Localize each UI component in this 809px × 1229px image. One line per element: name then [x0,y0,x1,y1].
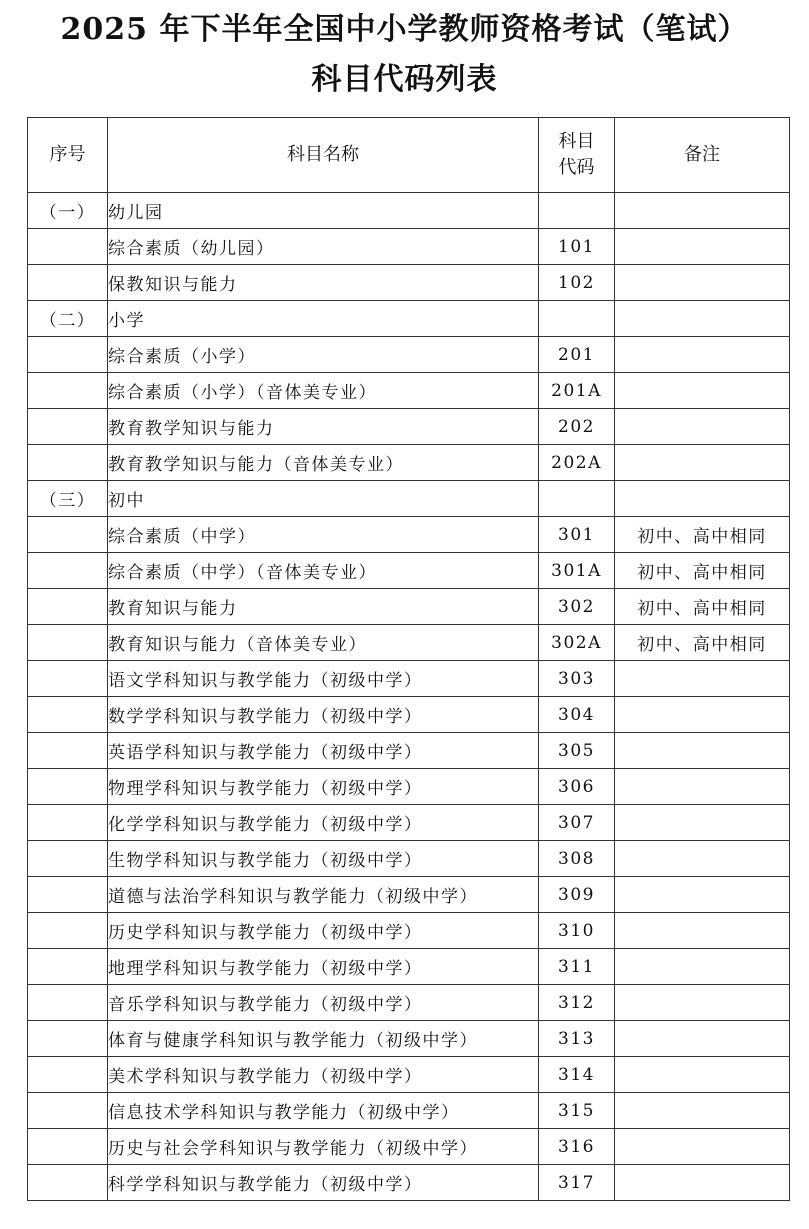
subject-name-cell: 美术学科知识与教学能力（初级中学） [108,1057,539,1093]
subject-code-cell: 302A [539,625,615,661]
subject-code-cell: 317 [539,1165,615,1201]
seq-cell [28,1021,108,1057]
seq-cell [28,1165,108,1201]
table-row [28,265,790,301]
subject-name-cell: 教育知识与能力（音体美专业） [108,625,539,661]
seq-cell [28,517,108,553]
seq-cell [28,229,108,265]
subject-name-cell: 数学学科知识与教学能力（初级中学） [108,697,539,733]
seq-cell [28,841,108,877]
subject-name-cell: 教育教学知识与能力（音体美专业） [108,445,539,481]
subject-code-cell: 315 [539,1093,615,1129]
subject-name-cell: 信息技术学科知识与教学能力（初级中学） [108,1093,539,1129]
subject-code-cell: 310 [539,913,615,949]
note-cell [615,841,790,877]
subject-code-cell: 314 [539,1057,615,1093]
header-subject-code [539,118,615,193]
table-row [28,949,790,985]
table-row [28,517,790,553]
table-row [28,1021,790,1057]
table-row [28,697,790,733]
note-cell [615,697,790,733]
table-row [28,805,790,841]
subject-name-cell: 地理学科知识与教学能力（初级中学） [108,949,539,985]
note-cell [615,1165,790,1201]
table-row [28,373,790,409]
header-subject-name: 科目名称 [108,118,539,193]
seq-cell [28,373,108,409]
note-cell: 初中、高中相同 [615,589,790,625]
subject-code-cell: 304 [539,697,615,733]
subject-name-cell: 道德与法治学科知识与教学能力（初级中学） [108,877,539,913]
subject-name-cell: 历史学科知识与教学能力（初级中学） [108,913,539,949]
seq-cell [28,733,108,769]
subject-code-cell: 301 [539,517,615,553]
seq-cell [28,553,108,589]
table-row [28,625,790,661]
table-row [28,553,790,589]
note-cell: 初中、高中相同 [615,517,790,553]
seq-cell [28,445,108,481]
subject-name-cell: 综合素质（中学） [108,517,539,553]
note-cell [615,805,790,841]
note-cell [615,985,790,1021]
table-row [28,769,790,805]
note-cell [615,409,790,445]
note-cell [615,1021,790,1057]
note-cell: 初中、高中相同 [615,553,790,589]
subject-code-cell: 312 [539,985,615,1021]
note-cell [615,193,790,229]
subject-name-cell: 初中 [108,481,539,517]
subject-name-cell: 语文学科知识与教学能力（初级中学） [108,661,539,697]
note-cell [615,1129,790,1165]
table-row [28,877,790,913]
subject-name-cell: 综合素质（中学）（音体美专业） [108,553,539,589]
table-row [28,589,790,625]
table-row [28,985,790,1021]
subject-code-cell [539,193,615,229]
seq-cell [28,589,108,625]
document-subtitle: 科目代码列表 [311,62,498,97]
seq-cell: （一） [28,193,108,229]
subject-name-cell: 综合素质（小学）（音体美专业） [108,373,539,409]
header-note: 备注 [615,118,790,193]
note-cell [615,1093,790,1129]
subject-name-cell: 生物学科知识与教学能力（初级中学） [108,841,539,877]
seq-cell [28,1093,108,1129]
table-row [28,1129,790,1165]
note-cell [615,949,790,985]
note-cell [615,877,790,913]
subject-code-cell: 101 [539,229,615,265]
subject-name-cell: 科学学科知识与教学能力（初级中学） [108,1165,539,1201]
table-row [28,193,790,229]
subject-name-cell: 英语学科知识与教学能力（初级中学） [108,733,539,769]
subject-name-cell: 教育教学知识与能力 [108,409,539,445]
note-cell [615,769,790,805]
subject-code-cell: 307 [539,805,615,841]
note-cell [615,301,790,337]
subject-code-cell [539,481,615,517]
seq-cell [28,805,108,841]
subject-code-cell: 201 [539,337,615,373]
table-row [28,913,790,949]
seq-cell [28,697,108,733]
subject-code-cell: 311 [539,949,615,985]
seq-cell: （三） [28,481,108,517]
subject-name-cell: 化学学科知识与教学能力（初级中学） [108,805,539,841]
subject-code-cell: 202 [539,409,615,445]
table-row [28,1165,790,1201]
subject-name-cell: 体育与健康学科知识与教学能力（初级中学） [108,1021,539,1057]
subject-code-cell [539,301,615,337]
seq-cell [28,1129,108,1165]
seq-cell [28,1057,108,1093]
subject-code-cell: 306 [539,769,615,805]
subject-code-cell: 316 [539,1129,615,1165]
subject-code-cell: 303 [539,661,615,697]
seq-cell [28,877,108,913]
subject-code-cell: 301A [539,553,615,589]
subject-name-cell: 物理学科知识与教学能力（初级中学） [108,769,539,805]
table-row [28,229,790,265]
subject-name-cell: 音乐学科知识与教学能力（初级中学） [108,985,539,1021]
subject-name-cell: 教育知识与能力 [108,589,539,625]
table-row [28,1093,790,1129]
subject-name-cell: 综合素质（小学） [108,337,539,373]
note-cell [615,733,790,769]
table-row [28,301,790,337]
header-subject-code-label: 科目代码 [558,131,595,178]
note-cell: 初中、高中相同 [615,625,790,661]
table-row [28,841,790,877]
seq-cell [28,265,108,301]
seq-cell [28,913,108,949]
table-row [28,337,790,373]
subject-code-cell: 309 [539,877,615,913]
note-cell [615,373,790,409]
note-cell [615,337,790,373]
seq-cell [28,625,108,661]
subject-name-cell: 保教知识与能力 [108,265,539,301]
subject-code-cell: 302 [539,589,615,625]
seq-cell [28,949,108,985]
table-row [28,1057,790,1093]
seq-cell: （二） [28,301,108,337]
seq-cell [28,769,108,805]
table-row [28,481,790,517]
seq-cell [28,409,108,445]
seq-cell [28,985,108,1021]
subject-code-cell: 305 [539,733,615,769]
document-title: 2025 年下半年全国中小学教师资格考试（笔试） [60,12,749,47]
subject-name-cell: 小学 [108,301,539,337]
note-cell [615,1057,790,1093]
subject-code-cell: 201A [539,373,615,409]
table-row [28,661,790,697]
subject-code-cell: 202A [539,445,615,481]
seq-cell [28,337,108,373]
note-cell [615,265,790,301]
note-cell [615,661,790,697]
note-cell [615,913,790,949]
note-cell [615,481,790,517]
table-row [28,445,790,481]
subject-name-cell: 幼儿园 [108,193,539,229]
subject-code-cell: 313 [539,1021,615,1057]
note-cell [615,229,790,265]
table-header-row [28,118,790,193]
subject-code-table [27,117,790,1201]
subject-name-cell: 历史与社会学科知识与教学能力（初级中学） [108,1129,539,1165]
subject-code-cell: 308 [539,841,615,877]
note-cell [615,445,790,481]
seq-cell [28,661,108,697]
table-row [28,409,790,445]
table-row [28,733,790,769]
subject-name-cell: 综合素质（幼儿园） [108,229,539,265]
subject-code-cell: 102 [539,265,615,301]
header-seq: 序号 [28,118,108,193]
